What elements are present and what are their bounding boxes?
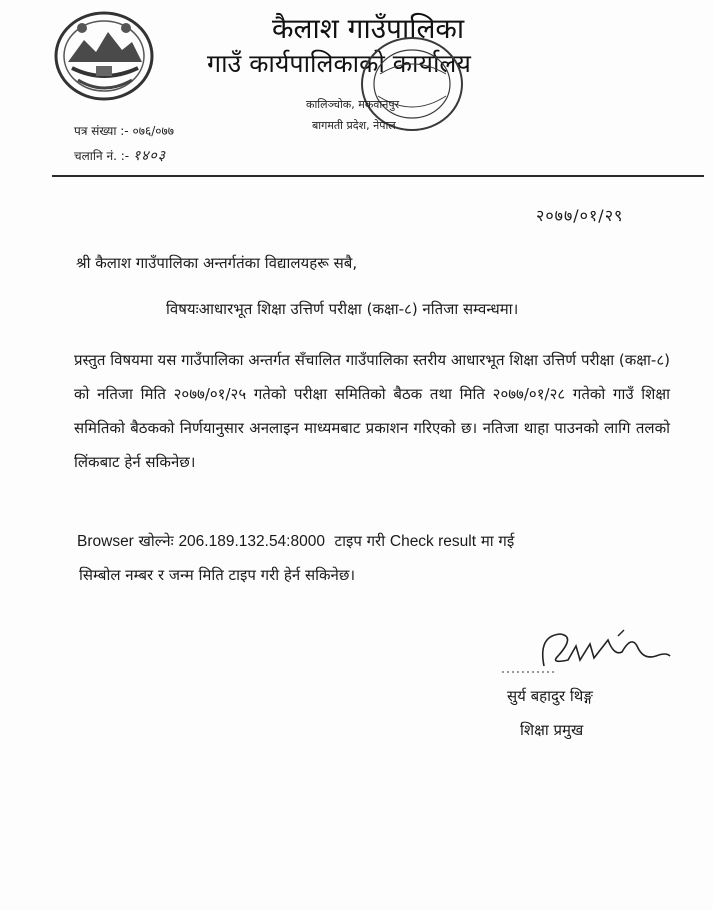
letter-number [74,122,174,139]
instruction-line-1 [77,531,677,552]
go-text: मा गई [480,532,515,550]
check-result-text: Check result [389,533,477,550]
nepal-emblem-icon [52,6,156,102]
dispatch-number-label: चलानि नं. :- [74,149,130,163]
office-name: गाउँ कार्यपालिकाको कार्यालय [207,49,471,78]
office-address-line2: बागमती प्रदेश, नेपाल [312,119,396,132]
subject-line: विषयःआधारभूत शिक्षा उत्तिर्ण परीक्षा (कक्षा-८) नतिजा सम्वन्धमा। [166,300,519,318]
office-address-line1: कालिञ्चोक, मकवानपुर [306,98,400,111]
browser-label: Browser [77,533,134,550]
dispatch-number [74,146,166,165]
open-text: खोल्नेः [138,532,174,550]
signatory-title: शिक्षा प्रमुख [520,721,584,739]
signatory-name: सुर्य बहादुर थिङ्ग [507,687,593,705]
letter-number-label: पत्र संख्या :- [74,124,129,138]
header-divider [52,175,704,177]
addressee: श्री कैलाश गाउँपालिका अन्तर्गतंका विद्यालयहरू सबै, [76,254,358,272]
organization-name: कैलाश गाउँपालिका [272,12,465,45]
result-address: 206.189.132.54:8000 [178,533,325,550]
letter-body: प्रस्तुत विषयमा यस गाउँपालिका अन्तर्गत सँचालित गाउँपालिका स्तरीय आधारभूत शिक्षा उत्तिर्ण परीक्षा (कक्षा-८) को नतिजा मिति २०७७/०१/२५ गतेको परीक्षा समितिको बैठक तथा मिति २०७७/०१/२८ गतेको गाउँ शिक्षा समितिको बैठकको निर्णयानुसार अनलाइन माध्यमबाट प्रकाशन गरिएको छ। नतिजा थाहा पाउनको लागि तलको लिंकबाट हेर्न सकिनेछ। [74,351,670,471]
letter-number-value: ०७६/०७७ [132,124,174,138]
instruction-line-2: सिम्बोल नम्बर र जन्म मिति टाइप गरी हेर्न सकिनेछ। [79,566,356,584]
signature [498,626,678,686]
dispatch-number-value: १४०३ [132,148,167,164]
type-text: टाइप गरी [334,532,386,550]
letter-date: २०७७/०१/२९ [536,206,624,225]
